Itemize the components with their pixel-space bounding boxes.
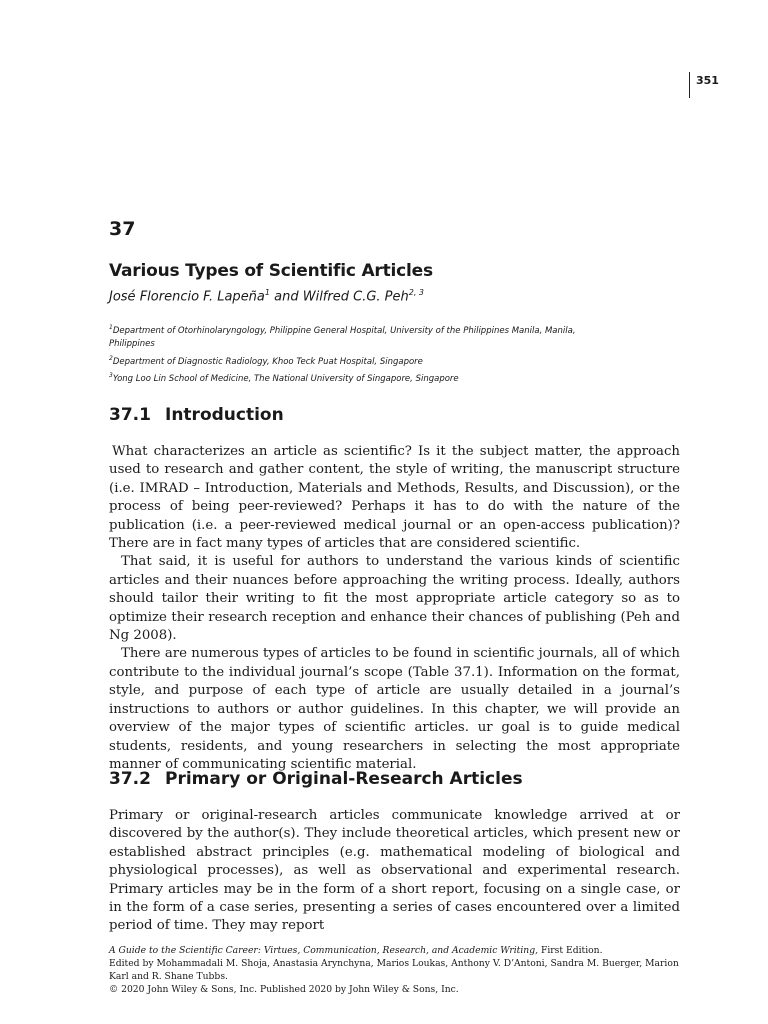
- page-number: 351: [696, 74, 719, 87]
- footer-copyright: © 2020 John Wiley & Sons, Inc. Published 2020 by John Wiley & Sons, Inc.: [109, 984, 459, 995]
- section-number: 37.2: [109, 769, 151, 789]
- affiliation-text: Department of Diagnostic Radiology, Khoo Teck Puat Hospital, Singapore: [112, 356, 423, 367]
- section-number: 37.1: [109, 405, 151, 425]
- author-1-affiliation: 1: [264, 288, 270, 297]
- author-1: José Florencio F. Lapeña: [109, 289, 265, 305]
- chapter-number: 37: [109, 218, 136, 240]
- paragraph: There are numerous types of articles to be found in scientific journals, all of which contribute to the individual journal’s scope (Table 37.1). Information on the format, style, and purpose of each type of article are usually detailed in a journal’s instructions to authors or author guidelines. In this chapter, we will provide an overview of the major types of scientific articles. ur goal is to guide medical students, residents, and young researchers in selecting the most appropriate manner of communicating scientific material.: [109, 646, 680, 772]
- affiliation-text: Department of Otorhinolaryngology, Philippine General Hospital, University of the Philippines Manila, Manila, Philippines: [109, 325, 576, 350]
- affiliation-item: [109, 321, 579, 352]
- paragraph: That said, it is useful for authors to understand the various kinds of scientific articles and their nuances before approaching the writing process. Ideally, authors should tailor their writing to fit the most appropriate article category so as to optimize their research reception and enhance their chances of publishing (Peh and Ng 2008).: [109, 554, 680, 644]
- section-heading-primary-articles: [109, 769, 523, 789]
- book-footer: [109, 944, 679, 996]
- section-body-primary-articles: [109, 807, 680, 936]
- affiliation-item: [109, 352, 579, 369]
- author-conjunction: and: [270, 289, 303, 305]
- affiliation-text: Yong Loo Lin School of Medicine, The National University of Singapore, Singapore: [112, 373, 459, 384]
- book-edition: First Edition.: [538, 945, 603, 956]
- section-title: Introduction: [165, 405, 284, 425]
- section-heading-introduction: [109, 405, 284, 425]
- author-2: Wilfred C.G. Peh: [302, 289, 409, 305]
- paragraph: What characterizes an article as scientific? Is it the subject matter, the approach used to research and gather content, the style of writing, the manuscript structure (i.e. IMRAD – Introduction, Materials and Methods, Results, and Discussion), or the process of being peer-reviewed? Perhaps it has to do with the nature of the publication (i.e. a peer-reviewed medical journal or an open-access publication)? There are in fact many types of articles that are considered scientific.: [109, 444, 680, 552]
- affiliations: [109, 321, 579, 386]
- chapter-authors: [109, 288, 424, 304]
- footer-book-line: [109, 944, 679, 957]
- affiliation-marker: 2: [109, 354, 113, 362]
- book-title: A Guide to the Scientific Career: Virtues, Communication, Research, and Academic Writing,: [109, 945, 539, 956]
- affiliation-item: [109, 369, 579, 386]
- affiliation-marker: 1: [109, 324, 113, 331]
- author-2-affiliation: 2, 3: [408, 288, 425, 297]
- section-title: Primary or Original-Research Articles: [165, 769, 523, 789]
- affiliation-marker: 3: [109, 372, 113, 380]
- section-body-introduction: [109, 443, 680, 774]
- page-number-rule: [689, 72, 690, 98]
- footer-editors: Edited by Mohammadali M. Shoja, Anastasia Arynchyna, Marios Loukas, Anthony V. D’Antoni, Sandra M. Buerger, Marion Karl and R. Shane Tubbs.: [109, 958, 679, 982]
- chapter-title: Various Types of Scientific Articles: [109, 261, 433, 281]
- paragraph: Primary or original-research articles communicate knowledge arrived at or discovered by the author(s). They include theoretical articles, which present new or established abstract principles (e.g. mathematical modeling of biological and physiological processes), as well as observational and experimental research. Primary articles may be in the form of a short report, focusing on a single case, or in the form of a case series, presenting a series of cases encountered over a limited period of time. They may report: [109, 808, 680, 934]
